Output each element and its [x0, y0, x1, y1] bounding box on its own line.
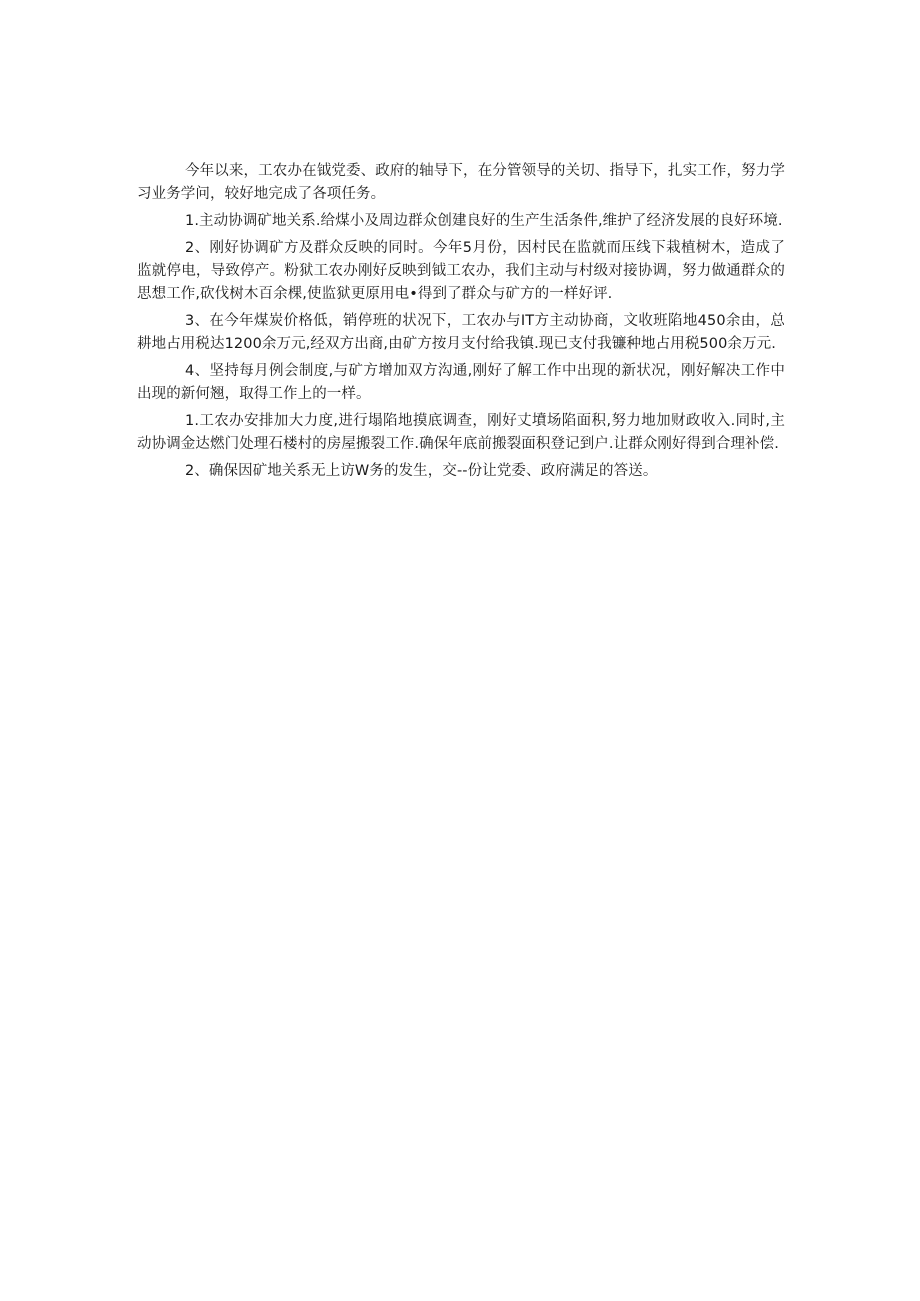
- item-paragraph-subsidence-survey: 1.工农办安排加大力度,进行塌陷地摸底调查，刚好丈墳场陷面积,努力地加财政收入.同时,主动协调金达燃门处理石楼村的房屋搬裂工作.确保年底前搬裂面积登记到户.让群众刚好得到合理补偿.: [137, 413, 785, 452]
- item-paragraph-mine-relations: 1.主动协调矿地关系.给煤小及周边群众创建良好的生产生活条件,维护了经济发展的良好环境.: [185, 213, 783, 229]
- item-paragraph-no-petition: 2、确保因矿地关系无上访W务的发生，交--份让党委、政府满足的答送。: [185, 463, 658, 479]
- document-body: [137, 160, 785, 487]
- item-paragraph-land-tax: 3、在今年煤炭价格低，销停班的状况下，工农办与IT方主动协商，文收班陷地450余由，总耕地占用税达1200余万元,经双方出商,由矿方按月支付给我镇.现已支付我镰种地占用税500余万元.: [137, 313, 785, 352]
- item-paragraph-coordination: 2、刚好协调矿方及群众反映的同时。今年5月份，因村民在监就而压线下栽植树木，造成了监就停电，导致停产。粉狱工农办刚好反映到钺工农办，我们主动与村级对接协调，努力做通群众的思想工作,砍伐树木百余棵,使监狱更原用电•得到了群众与矿方的一样好评.: [137, 240, 785, 302]
- intro-paragraph: 今年以来，工农办在钺党委、政府的轴导下，在分管领导的关切、指导下，扎实工作，努力学习业务学问，较好地完成了各项任务。: [137, 163, 785, 202]
- item-paragraph-monthly-meeting: 4、坚持每月例会制度,与矿方增加双方沟通,刚好了解工作中出现的新状况，刚好解决工作中出现的新何翘，取得工作上的一样。: [137, 363, 785, 402]
